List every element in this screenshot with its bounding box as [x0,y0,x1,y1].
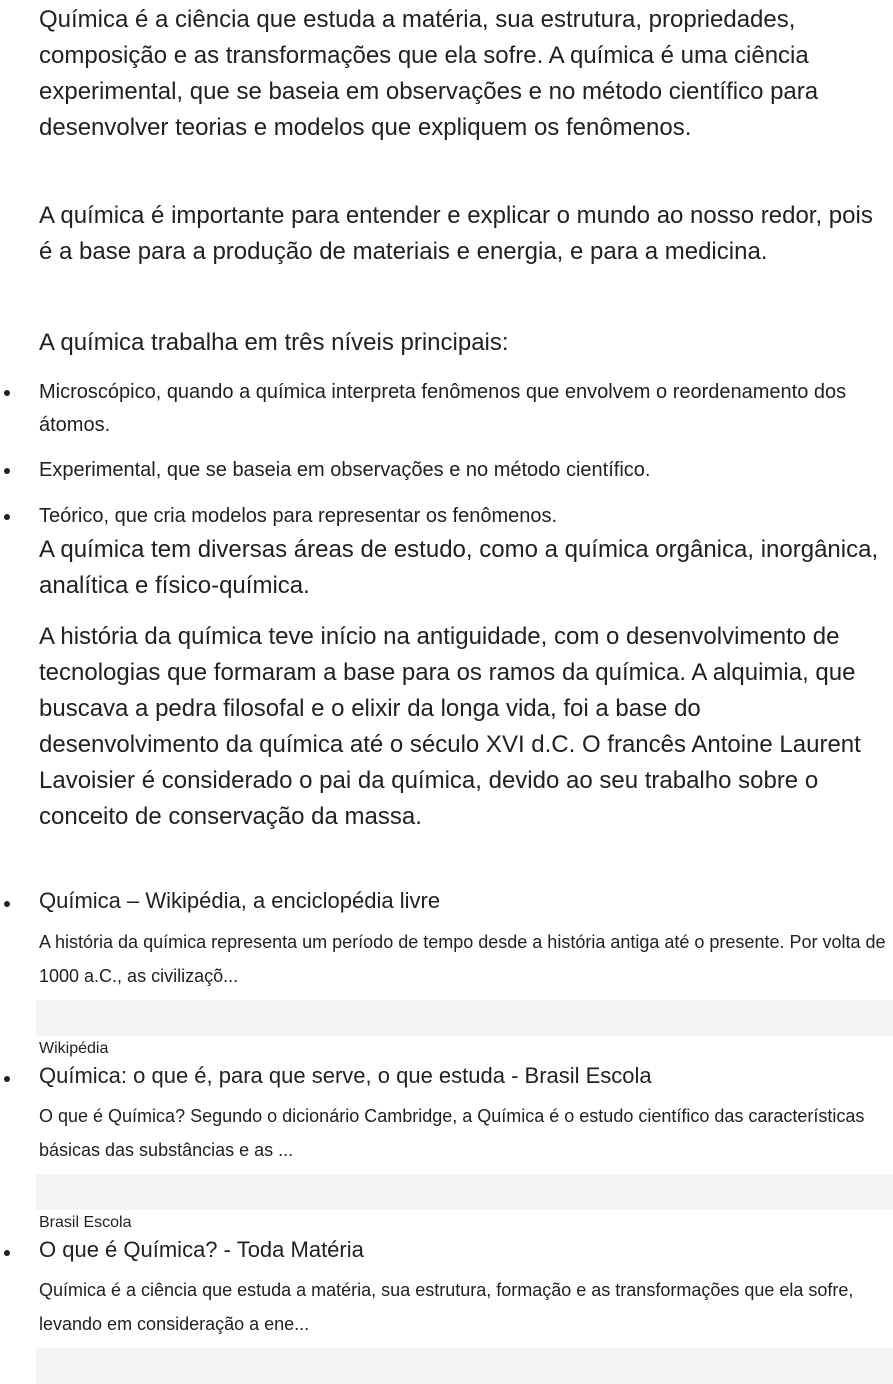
result-title-link[interactable]: Química: o que é, para que serve, o que estuda - Brasil Escola [39,1063,652,1088]
bullet-icon [4,468,10,474]
levels-list-item-2-wrap [0,454,893,487]
result-source: Brasil Escola [39,1214,132,1231]
result-source: Wikipédia [39,1040,109,1057]
result-title-link[interactable]: Química – Wikipédia, a enciclopédia livre [39,888,441,913]
bullet-icon [4,514,10,520]
list-item [0,454,893,487]
result-snippet: O que é Química? Segundo o dicionário Cambridge, a Química é o estudo científico das características básicas das substâncias e as ... [39,1106,865,1160]
list-item [0,500,893,533]
result-preview-bar[interactable] [36,1348,893,1384]
bullet-icon [4,901,10,907]
bullet-icon [4,1076,10,1082]
result-preview-bar[interactable] [36,1000,893,1036]
paragraph-history: A história da química teve início na antiguidade, com o desenvolvimento de tecnologias que formaram a base para os ramos da química. A alquimia, que buscava a pedra filosofal e o elixir da longa vida, foi a base do desenvolvimento da química até o século XVI d.C. O francês Antoine Laurent Lavoisier é considerado o pai da química, devido ao seu trabalho sobre o conceito de conservação da massa. [39,623,861,830]
bullet-icon [4,1250,10,1256]
paragraph-importance: A química é importante para entender e explicar o mundo ao nosso redor, pois é a base para a produção de materiais e energia, e para a medicina. [39,202,873,265]
bullet-icon [4,390,10,396]
paragraph-areas: A química tem diversas áreas de estudo, como a química orgânica, inorgânica, analítica e físico-química. [39,536,879,599]
list-item [0,376,893,442]
levels-list-item-3-wrap [0,500,893,533]
list-item-text: Teórico, que cria modelos para representar os fenômenos. [39,505,558,527]
paragraph-levels-intro: A química trabalha em três níveis principais: [39,329,509,356]
paragraph-intro: Química é a ciência que estuda a matéria, sua estrutura, propriedades, composição e as transformações que ela sofre. A química é uma ciência experimental, que se baseia em observações e no método científico para desenvolver teorias e modelos que expliquem os fenômenos. [39,6,819,141]
list-item-text: Microscópico, quando a química interpreta fenômenos que envolvem o reordenamento dos átomos. [39,381,847,436]
result-title-link[interactable]: O que é Química? - Toda Matéria [39,1237,364,1262]
list-item-text: Experimental, que se baseia em observações e no método científico. [39,459,651,481]
result-snippet: Química é a ciência que estuda a matéria, sua estrutura, formação e as transformações que ela sofre, levando em consideração a ene... [39,1280,854,1334]
levels-list-item-1-wrap [0,376,893,442]
result-preview-bar[interactable] [36,1174,893,1210]
result-snippet: A história da química representa um período de tempo desde a história antiga até o presente. Por volta de 1000 a.C., as civilizaçõ... [39,932,886,986]
